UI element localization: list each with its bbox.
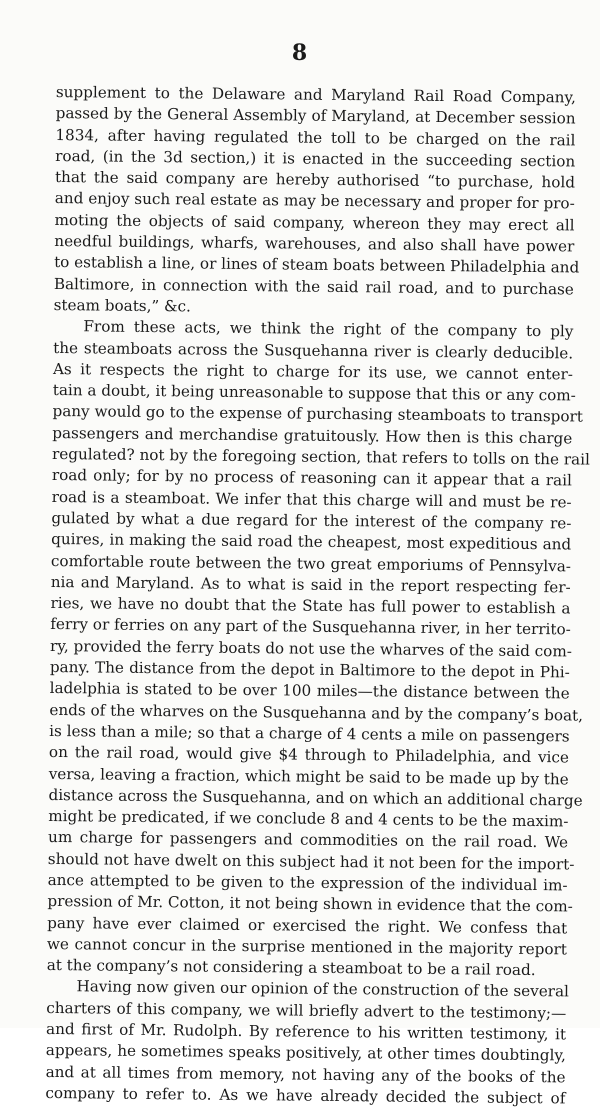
text-line: Having now given our opinion of the construction of the several: [76, 977, 570, 1001]
text-line: pany would go to the expense of purchasing steamboats to transport: [52, 402, 584, 426]
text-line: ance attempted to be given to the expression of the individual im-: [47, 870, 568, 895]
text-line: that the said company are hereby authorised “to purchase, hold: [54, 168, 576, 192]
text-line: to establish a line, or lines of steam boats between Philadelphia and: [54, 253, 580, 277]
text-line: Baltimore, in connection with the said rail road, and to purchase: [53, 274, 574, 299]
text-line: As it respects the right to charge for its use, we cannot enter-: [52, 359, 574, 384]
text-line: should not have dwelt on this subject had it not been for the import-: [47, 849, 575, 874]
text-line: ends of the wharves on the Susquehanna and by the company’s boat,: [49, 700, 584, 725]
text-line: ries, we have no doubt that the State has full power to establish a: [50, 594, 571, 618]
page-number: 8: [291, 40, 309, 66]
text-line: regulated? not by the foregoing section, that refers to tolls on the rail: [52, 445, 590, 469]
text-line: comfortable route between the two great emporiums of Pennsylva-: [50, 551, 572, 575]
text-line: passengers and merchandise gratuitously. How then is this charge: [52, 423, 573, 448]
text-line: steam boats,” &c.: [53, 295, 192, 316]
text-line: From these acts, we think the right of the company to ply: [83, 317, 574, 341]
text-line: supplement to the Delaware and Maryland Rail Road Company,: [55, 82, 576, 107]
text-line: company to refer to. As we have already decided the subject of: [45, 1083, 566, 1108]
text-line: pany have ever claimed or exercised the right. We confess that: [47, 913, 568, 937]
text-line: quires, in making the said road the cheapest, most expeditious and: [51, 530, 572, 554]
text-line: road, (in the 3d section,) it is enacted in the succeeding section: [55, 146, 576, 171]
text-line: versa, leaving a fraction, which might be said to be made up by the: [48, 764, 569, 788]
text-line: passed by the General Assembly of Maryland, at December session: [55, 104, 576, 128]
text-line: charters of this company, we will briefly advert to the testimony;—: [46, 998, 567, 1023]
text-line: distance across the Susquehanna, and on which an additional charge: [48, 785, 583, 810]
text-line: road is a steamboat. We infer that this charge will and must be re-: [51, 487, 572, 512]
text-line: um charge for passengers and commodities on the rail road. We: [47, 828, 569, 852]
text-line: might be predicated, if we conclude 8 and 4 cents to be the maxim-: [48, 807, 569, 831]
text-line: ry, provided the ferry boats do not use the wharves of the said com-: [50, 636, 573, 661]
text-line: nia and Maryland. As to what is said in the report respecting fer-: [50, 572, 571, 597]
text-line: gulated by what a due regard for the interest of the company re-: [51, 508, 572, 533]
text-line: pany. The distance from the depot in Baltimore to the depot in Phi-: [49, 657, 570, 682]
text-line: ferry or ferries on any part of the Susquehanna river, in her territo-: [50, 615, 571, 639]
text-line: we cannot concur in the surprise mentioned in the majority report: [46, 934, 568, 959]
text-line: moting the objects of said company, whereon they may erect all: [54, 210, 575, 235]
text-line: road only; for by no process of reasoning can it appear that a rail: [51, 466, 572, 490]
text-line: ladelphia is stated to be over 100 miles—the distance between the: [49, 679, 570, 703]
text-line: 1834, after having regulated the toll to be charged on the rail: [55, 125, 576, 150]
text-line: on the rail road, would give $4 through to Philadelphia, and vice: [48, 743, 570, 767]
text-line: tain a doubt, it being unreasonable to suppose that this or any com-: [52, 381, 576, 405]
body-text: [45, 82, 590, 1110]
text-line: and enjoy such real estate as may be necessary and proper for pro-: [54, 189, 575, 213]
text-line: and at all times from memory, not having any of the books of the: [45, 1062, 566, 1087]
text-line: at the company’s not considering a steamboat to be a rail road.: [46, 956, 536, 980]
text-line: needful buildings, wharfs, warehouses, and also shall have power: [54, 232, 575, 256]
text-line: pression of Mr. Cotton, it not being shown in evidence that the com-: [47, 892, 573, 916]
text-line: the steamboats across the Susquehanna river is clearly deducible.: [53, 338, 574, 362]
text-line: is less than a mile; so that a charge of 4 cents a mile on passengers: [49, 721, 570, 746]
text-line: and first of Mr. Rudolph. By reference to his written testimony, it: [45, 1020, 567, 1044]
text-line: appears, he sometimes speaks positively, at other times doubtingly,: [45, 1041, 566, 1065]
